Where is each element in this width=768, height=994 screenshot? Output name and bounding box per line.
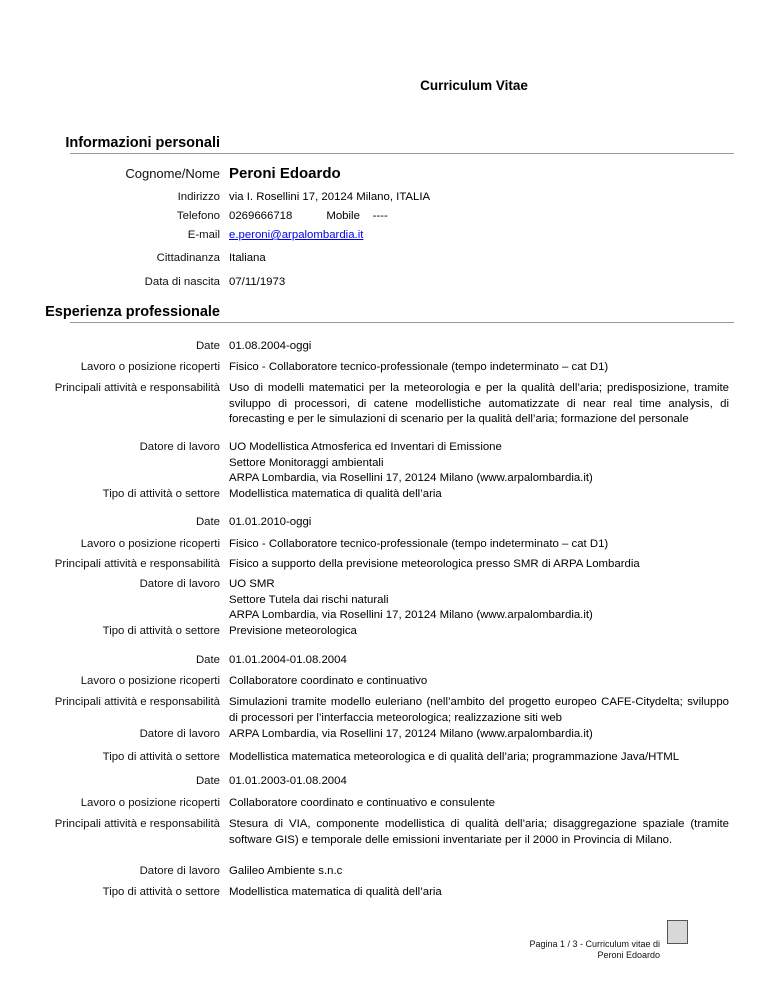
- phone-value: 0269666718: [229, 210, 293, 222]
- sector-label: Tipo di attività o settore: [102, 751, 220, 763]
- employer-label: Datore di lavoro: [139, 865, 220, 877]
- employer-label: Datore di lavoro: [139, 578, 220, 590]
- position-label: Lavoro o posizione ricoperti: [80, 675, 220, 687]
- phone-group: [229, 209, 729, 225]
- sector-label: Tipo di attività o settore: [102, 488, 220, 500]
- email-link[interactable]: e.peroni@arpalombardia.it: [229, 229, 364, 241]
- page-footer: [529, 939, 660, 961]
- employer-line: ARPA Lombardia, via Rosellini 17, 20124 Milano (www.arpalombardia.it): [229, 728, 593, 740]
- footer-line: Peroni Edoardo: [597, 950, 660, 960]
- employer-line: Settore Tutela dai rischi naturali: [229, 593, 389, 606]
- entry-position: Collaboratore coordinato e continuativo: [229, 675, 428, 687]
- date-label: Date: [195, 516, 220, 528]
- entry-position: Fisico - Collaboratore tecnico-professionale (tempo indeterminato – cat D1): [229, 538, 609, 550]
- sector-label: Tipo di attività o settore: [102, 886, 220, 898]
- footer-box: [667, 920, 688, 944]
- section-heading-personal: Informazioni personali: [65, 135, 220, 151]
- mobile-value: ----: [372, 210, 388, 222]
- entry-date: 01.01.2010-oggi: [229, 516, 312, 528]
- entry-employer: [229, 864, 729, 880]
- entry-position: Collaboratore coordinato e continuativo e consulente: [229, 797, 495, 809]
- section-divider: [70, 153, 734, 154]
- activities-label: Principali attività e responsabilità: [54, 558, 220, 570]
- section-divider: [70, 322, 734, 323]
- entry-date: 01.08.2004-oggi: [229, 340, 312, 352]
- entry-employer: [229, 577, 729, 624]
- email-label: E-mail: [187, 229, 220, 241]
- footer-line: Pagina 1 / 3 - Curriculum vitae di: [529, 939, 660, 949]
- mobile-label: Mobile: [326, 210, 360, 222]
- document-title: Curriculum Vitae: [420, 78, 528, 93]
- employer-line: Settore Monitoraggi ambientali: [229, 456, 384, 469]
- entry-activities: Simulazioni tramite modello euleriano (nell’ambito del progetto europeo CAFE-Citydelta; sviluppo di processori per l’interfaccia meteorologica; realizzazione siti web: [229, 696, 729, 724]
- sector-label: Tipo di attività o settore: [102, 625, 220, 637]
- position-label: Lavoro o posizione ricoperti: [80, 538, 220, 550]
- employer-line: ARPA Lombardia, via Rosellini 17, 20124 Milano (www.arpalombardia.it): [229, 609, 593, 621]
- entry-employer: [229, 727, 729, 743]
- entry-activities: Stesura di VIA, componente modellistica di qualità dell’aria; disaggregazione spaziale (tramite software GIS) e temporale delle emissioni inventariate per il 2000 in Provincia di Milano.: [229, 818, 729, 846]
- position-label: Lavoro o posizione ricoperti: [80, 361, 220, 373]
- entry-position: Fisico - Collaboratore tecnico-professionale (tempo indeterminato – cat D1): [229, 361, 609, 373]
- entry-sector: Modellistica matematica meteorologica e di qualità dell’aria; programmazione Java/HTML: [229, 751, 680, 763]
- employer-line: UO Modellistica Atmosferica ed Inventari di Emissione: [229, 441, 502, 453]
- position-label: Lavoro o posizione ricoperti: [80, 797, 220, 809]
- entry-sector: Modellistica matematica di qualità dell’aria: [229, 488, 442, 500]
- birth-label: Data di nascita: [144, 276, 220, 288]
- activities-label: Principali attività e responsabilità: [54, 382, 220, 394]
- address-value: via I. Rosellini 17, 20124 Milano, ITALIA: [229, 191, 431, 203]
- citizenship-label: Cittadinanza: [156, 252, 220, 264]
- date-label: Date: [195, 775, 220, 787]
- date-label: Date: [195, 340, 220, 352]
- activities-label: Principali attività e responsabilità: [54, 818, 220, 830]
- address-label: Indirizzo: [177, 191, 220, 203]
- employer-line: UO SMR: [229, 578, 275, 590]
- date-label: Date: [195, 654, 220, 666]
- employer-label: Datore di lavoro: [139, 728, 220, 740]
- activities-label: Principali attività e responsabilità: [54, 696, 220, 708]
- entry-date: 01.01.2003-01.08.2004: [229, 775, 347, 787]
- name-label: Cognome/Nome: [125, 166, 220, 181]
- employer-line: Galileo Ambiente s.n.c: [229, 865, 343, 877]
- entry-date: 01.01.2004-01.08.2004: [229, 654, 347, 666]
- entry-sector: Modellistica matematica di qualità dell’aria: [229, 886, 442, 898]
- entry-employer: [229, 440, 729, 487]
- employer-line: ARPA Lombardia, via Rosellini 17, 20124 Milano (www.arpalombardia.it): [229, 472, 593, 484]
- entry-sector: Previsione meteorologica: [229, 625, 357, 637]
- employer-label: Datore di lavoro: [139, 441, 220, 453]
- birth-value: 07/11/1973: [229, 276, 286, 288]
- citizenship-value: Italiana: [229, 252, 266, 264]
- section-heading-experience: Esperienza professionale: [45, 304, 220, 320]
- entry-activities: Fisico a supporto della previsione meteorologica presso SMR di ARPA Lombardia: [229, 558, 640, 570]
- person-name: Peroni Edoardo: [229, 165, 341, 182]
- phone-label: Telefono: [176, 210, 220, 222]
- entry-activities: Uso di modelli matematici per la meteorologia e per la qualità dell’aria; predisposizione, tramite sviluppo di processori, di catene modellistiche automatizzate di near real time analysis, di forecasting e per le simulazioni di scenario per la qualità dell’aria; formazione del personale: [229, 382, 729, 425]
